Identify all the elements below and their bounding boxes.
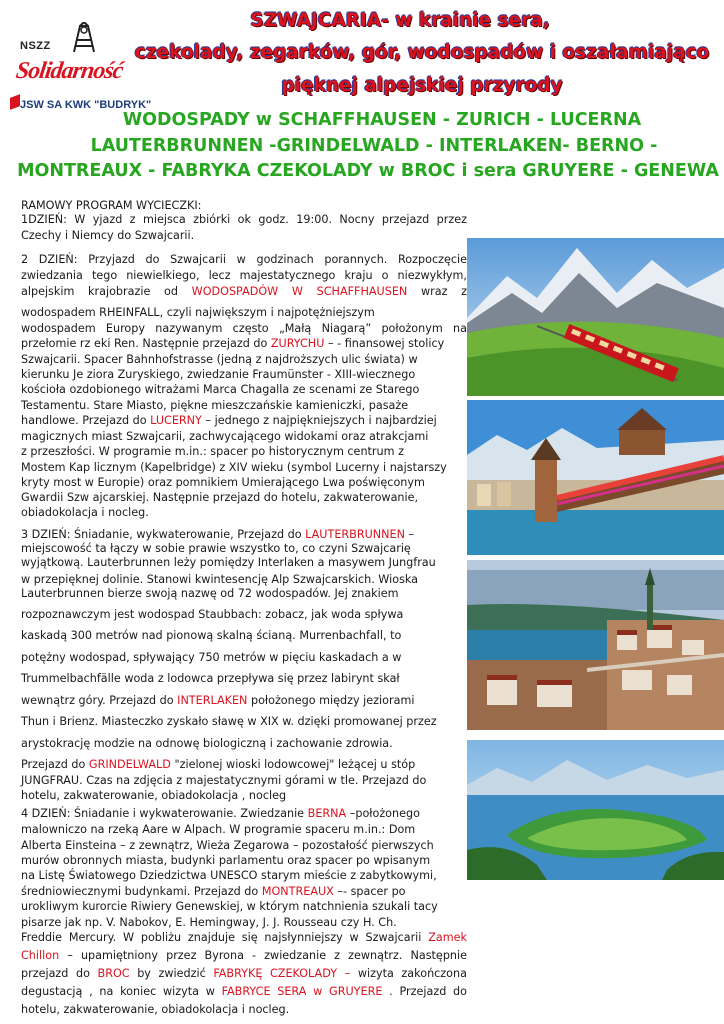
day2-line-13: z przeszłości. W programie m.in.: spacer po historycznym centrum z: [21, 445, 404, 458]
day3-text: wewnątrz góry. Przejazd do: [21, 694, 174, 707]
day2-line-14: Mostem Kap licznym (Kapelbridge) z XIV wieku (symbol Lucerny i najstarszy: [21, 461, 447, 474]
title-line-1: SZWAJCARIA- w krainie sera,: [250, 10, 550, 31]
day2-line-10: Testamentu. Stare Miasto, piękne mieszczańskie kamieniczki, pasaże: [21, 399, 409, 412]
day3-line-13: [21, 757, 415, 774]
highlight-schaffhausen: WODOSPADÓW W SCHAFFHAUSEN: [191, 285, 408, 298]
highlight-berno: BERNA: [307, 807, 347, 820]
logo-company: JSW SA KWK "BUDRYK": [20, 99, 152, 111]
subtitle-line-3: MONTREAUX - FABRYKA CZEKOLADY w BROC i sera GRUYERE - GENEWA: [17, 161, 719, 181]
day2-line-5: wodospadem Europy nazywanym często „Małą Niagarą” położonym na: [21, 322, 467, 335]
title-line-3: pięknej alpejskiej przyrody: [281, 75, 563, 96]
day2-text: przełomie rz eki Ren. Następnie przejazd do: [21, 337, 268, 350]
day4-text: – upamiętniony przez Byrona - zwiedzanie z zewnątrz. Następnie: [67, 949, 467, 962]
day2-line-8: kierunku Je ziora Zuryskiego, zwiedzanie Fraumünster - XIII-wiecznego: [21, 368, 416, 381]
highlight-zurych: ZURYCHU: [270, 337, 325, 350]
highlight-zamek: Zamek: [428, 931, 467, 944]
day4-line-5: na Listę Światowego Dziedzictwa UNESCO starym mieście z zabytkowymi,: [21, 869, 437, 882]
day4-text: –położonego: [349, 807, 420, 820]
day3-text: Przejazd do: [21, 758, 86, 771]
day2-line-2: zwiedzania tego niewielkiego, lecz majestatycznego kraju o niezwykłym,: [21, 269, 467, 282]
day3-line-8: potężny wodospad, spływający 750 metrów w pięciu kaskadach a w: [21, 651, 402, 664]
day1-line-1: 1DZIEŃ: W yjazd z miejsca zbiórki ok godz. 19:00. Nocny przejazd przez: [21, 213, 467, 226]
day2-line-12: magicznych miast Szwajcarii, zachwycającego widokami oraz atrakcjami: [21, 430, 429, 443]
day2-line-3: [21, 284, 467, 301]
highlight-montreaux: MONTREAUX: [261, 885, 334, 898]
day4-line-7: urokliwym kurorcie Riwiery Genewskiej, w którym natchnienia szukali tacy: [21, 900, 438, 913]
day4-text: wizyta zakończona: [357, 967, 467, 980]
day4-text: degustacją , na koniec wizyta w: [21, 985, 215, 998]
day3-line-2: miejscowość ta łączy w sobie prawie wszystko to, co czyni Szwajcarię: [21, 542, 411, 555]
photo-lucerne-bridge: [467, 400, 724, 555]
day2-line-15: kryty most w Europie) oraz pomnikiem Umierającego Lwa poświęconym: [21, 476, 425, 489]
day2-text: alpejskim krajobrazie od: [21, 285, 178, 298]
day4-line-10: [21, 948, 467, 965]
day2-line-11: [21, 413, 437, 430]
day3-line-9: Trummelbachfälle woda z lodowca przepływa się przez labirynt skał: [21, 672, 400, 685]
day4-line-9: [21, 930, 467, 947]
day2-line-4: wodospadem RHEINFALL, czyli największym i najpotężniejszym: [21, 306, 375, 319]
highlight-interlaken: INTERLAKEN: [177, 694, 248, 707]
logo-nszz: NSZZ: [20, 40, 51, 52]
photo-mountain-train: [467, 238, 724, 396]
day4-line-13: hotelu, zakwaterowanie, obiadokolacja i nocleg.: [21, 1003, 290, 1016]
day4-line-4: murów obronnych miasta, budynki parlamentu oraz spacer po wpisanym: [21, 854, 431, 867]
flag-icon: [10, 94, 20, 110]
day4-line-11: [21, 966, 467, 983]
day4-text: średniowiecznymi budynkami. Przejazd do: [21, 885, 259, 898]
day2-text: – jednego z najpiękniejszych i najbardziej: [205, 414, 437, 427]
day3-line-3: wyjątkową. Lauterbrunnen leży pomiędzy Interlaken a masywem Jungfrau: [21, 556, 436, 569]
highlight-lucerna: LUCERNY: [150, 414, 202, 427]
day3-line-6: rozpoznawczym jest wodospad Staubbach: zobacz, jak woda spływa: [21, 608, 404, 621]
day3-line-11: Thun i Brienz. Miasteczko zyskało sławę w XIX w. dzięki promowanej przez: [21, 715, 437, 728]
day2-text: handlowe. Przejazd do: [21, 414, 147, 427]
day4-text: . Przejazd do: [389, 985, 467, 998]
title-line-2: czekolady, zegarków, gór, wodospadów i oszałamiająco: [134, 42, 710, 63]
day4-text: 4 DZIEŃ: Śniadanie i wykwaterowanie. Zwiedzanie: [21, 807, 305, 820]
day4-line-12: [21, 984, 467, 1001]
highlight-czekolada: FABRYKĘ CZEKOLADY –: [213, 967, 351, 980]
photo-zurich-aerial: [467, 560, 724, 730]
day3-line-4: w przepięknej dolinie. Stanowi kwintesencję Alp Szwajcarskich. Wioska: [21, 573, 419, 586]
photo-lake-view: [467, 740, 724, 880]
day3-line-14: JUNGFRAU. Czas na zdjęcia z majestatycznymi górami w tle. Przejazd do: [21, 774, 427, 787]
highlight-gruyere: FABRYCE SERA w GRUYERE: [221, 985, 383, 998]
day2-line-1: 2 DZIEŃ: Przyjazd do Szwajcarii w godzinach porannych. Rozpoczęcie: [21, 253, 467, 266]
day2-text: – - finansowej stolicy: [327, 337, 445, 350]
day4-text: by zwiedzić: [137, 967, 206, 980]
day4-line-1: [21, 806, 420, 823]
day4-text: przejazd do: [21, 967, 90, 980]
day1-line-2: Czechy i Niemcy do Szwajcarii.: [21, 229, 195, 242]
highlight-chillon: Chillon: [21, 949, 60, 962]
day2-line-16: Gwardii Szw ajcarskiej. Następnie przejazd do hotelu, zakwaterowanie,: [21, 491, 419, 504]
day3-text: położonego między jeziorami: [250, 694, 415, 707]
day2-line-17: obiadokolacja i nocleg.: [21, 506, 149, 519]
day3-line-10: [21, 693, 414, 710]
day4-line-8: pisarze jak np. V. Nabokov, E. Hemingway, J. J. Rousseau czy H. Ch.: [21, 916, 397, 929]
day4-line-2: malowniczo na rzeką Aare w Alpach. W programie spaceru m.in.: Dom: [21, 823, 416, 836]
subtitle-line-1: WODOSPADY w SCHAFFHAUSEN - ZURICH - LUCERNA: [122, 110, 642, 130]
day3-line-12: arystokrację modzie na odnowę biologiczną i zachowanie zdrowia.: [21, 737, 393, 750]
day2-line-7: Szwajcarii. Spacer Bahnhofstrasse (jedną z najdroższych ulic świata) w: [21, 353, 418, 366]
day3-line-5: Lauterbrunnen bierze swoją nazwę od 72 wodospadów. Jej znakiem: [21, 587, 399, 600]
solidarnosc-logo: [8, 22, 158, 117]
day2-line-9: kościoła ozdobionego witrażami Marca Chagalla ze scenami ze Starego: [21, 383, 420, 396]
day4-text: Freddie Mercury. W pobliżu znajduje się najsłynniejszy w Szwajcarii: [21, 931, 422, 944]
day3-text: 3 DZIEŃ: Śniadanie, wykwaterowanie, Przejazd do: [21, 528, 302, 541]
day3-line-7: kaskadą 300 metrów nad pionową skalną ścianą. Murrenbachfall, to: [21, 629, 402, 642]
subtitle-line-2: LAUTERBRUNNEN -GRINDELWALD - INTERLAKEN- BERNO -: [90, 136, 658, 156]
day2-text: wraz z: [420, 285, 468, 298]
day2-line-6: [21, 336, 444, 353]
day3-line-15: hotelu, zakwaterowanie, obiadokolacja , nocleg: [21, 789, 287, 802]
program-heading: RAMOWY PROGRAM WYCIECZKI:: [21, 199, 202, 212]
day3-text: "zielonej wioski lodowcowej" leżącej u stóp: [174, 758, 416, 771]
day4-line-3: Alberta Einsteina – z zewnątrz, Wieża Zegarowa – pozostałość pierwszych: [21, 839, 434, 852]
highlight-grindelwald: GRINDELWALD: [88, 758, 171, 771]
highlight-broc: BROC: [97, 967, 130, 980]
day3-text: –: [408, 528, 415, 541]
logo-solidarnosc: Solidarność: [14, 58, 125, 84]
highlight-lauterbrunnen: LAUTERBRUNNEN: [305, 528, 405, 541]
day4-text: –- spacer po: [337, 885, 406, 898]
